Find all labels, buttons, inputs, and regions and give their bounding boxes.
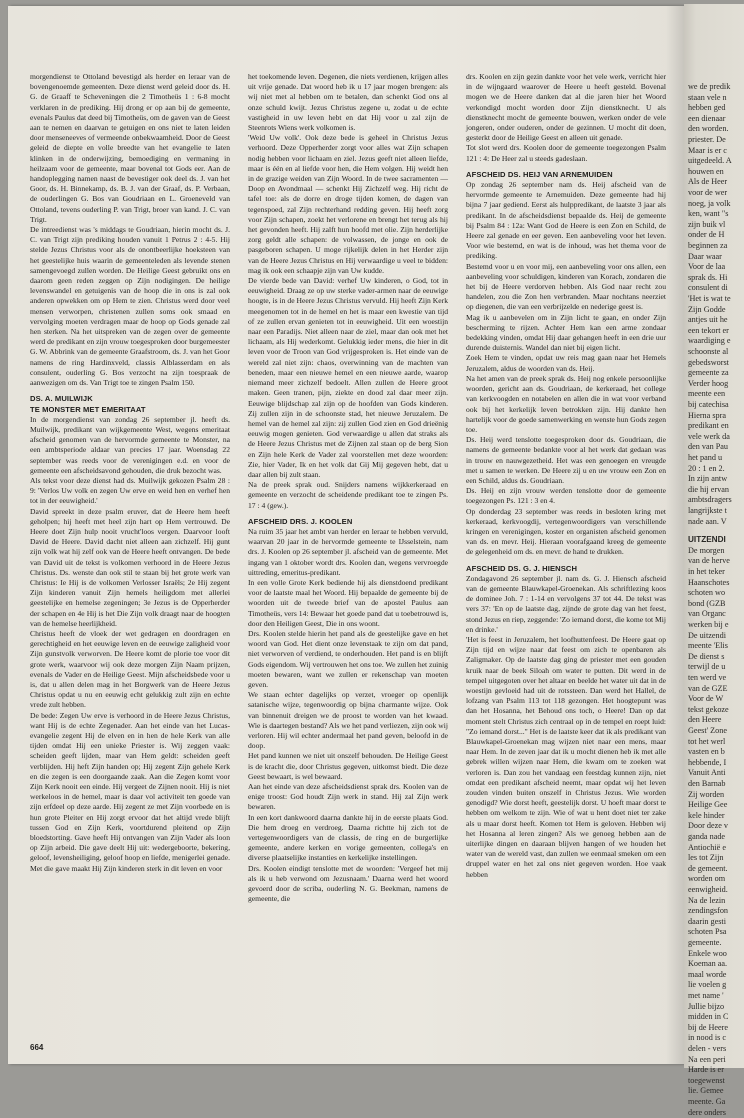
adjacent-page-line: 20 : 1 en 2. <box>688 463 725 473</box>
adjacent-page-line: werken bij e <box>688 620 729 629</box>
paragraph: In een kort dankwoord daarna dankte hij in de eerste plaats God. Die hem droeg en verdroeg. Daarna richtte hij zich tot de vertegenwoordigers van de classis, de ring en de burgerlijke gemeente, andere kerken en vorige gemeenten, collega's en diverse plaatselijke instanties en kerkelijke instellingen. <box>248 812 448 863</box>
adjacent-page-line: zendingsfon <box>688 906 729 916</box>
paragraph: Drs. Koolen eindigt tenslotte met de woorden: 'Vergeef het mij als ik u heb verwond om Jezusnaam.' Daarna werd het woord gevoerd door de scriba, ouderling N. G. Beekman, namens de gemeente, die <box>248 863 448 904</box>
adjacent-page-line: bij de Heere <box>688 1022 729 1032</box>
adjacent-page-line: maal worde <box>688 969 727 979</box>
section-heading-heij: AFSCHEID DS. HEIJ VAN ARNEMUIDEN <box>466 169 613 179</box>
adjacent-page-line: zijn buik vl <box>688 219 726 229</box>
adjacent-page-line: Zijn Godde <box>688 304 726 314</box>
adjacent-page-line: Geest' Zone <box>688 726 727 735</box>
adjacent-page-line: voor de wer <box>688 188 728 197</box>
adjacent-page-line: in het teker <box>688 567 725 576</box>
adjacent-page-line: meente een <box>688 389 726 399</box>
adjacent-page-line: hebben ged <box>688 103 726 113</box>
paragraph: De vierde bede van David: verhef Uw kinderen, o God, tot in eeuwigheid. Draag ze op uw sterke vader-armen naar de eeuwige hoogte, is in de Heere Jezus Christus vervuld. Hij heeft Zijn Kerk meegenomen tot in de hemel en het is maar een kwestie van tijd of ze zullen ervan genieten tot in eeuwigheid. Uit een woestijn naar een Paradijs. Niet alleen naar de ziel, maar dan ook met het lichaam, als Hij wederkomt. Gelukkig ieder mens, die hier in dit leven voor de Troon van God vrijgesproken is. Het einde van de wereld zal niet zijn: chaos, overwinning van de machten van beneden, maar een nieuwe hemel en een nieuwe aarde, waarop niemand meer zichzelf bedoelt. Allen zullen de Heere groot maken. Geen tranen, pijn, ziekte en dood zal daar meer zijn. Eeuwige blijdschap zal zijn op de hoofden van Gods kinderen. Zij zullen zijn in de schoonste stad, het nieuwe Jeruzalem. De hemel van de hemel zal zijn: zij zullen God zien en God drieënig eeuwig mogen genieten. God verwaardige u allen dat straks als de Heere Jezus Christus met de Zijnen zal staan op de berg Sion en Zijn hele Kerk de Vader zal voorstellen met deze woorden: Zie, hier Vader, Ik en het volk dat Gij Mij gegeven hebt, dat u daar allen bij zult staan. <box>248 276 448 479</box>
paragraph: Op zondag 26 september nam ds. Heij afscheid van de hervormde gemeente te Arnemuiden. Deze gemeente had hij bijna 7 jaar gediend. Eerst als hulppredikant, de laatste 3 jaar als predikant. In de afscheidsdienst bepaalde ds. Heij de gemeente bij Psalm 84 : 12a: Want God de Heere is een Zon en Schild, de Heere zal genade en eer geven. Een aanbeveling voor het leven. Voor wie bestemd, en wat is de inhoud, was het thema voor de prediking. <box>466 180 666 261</box>
adjacent-page-line: De dienst s <box>688 651 725 661</box>
section-heading-koolen: AFSCHEID DRS. J. KOOLEN <box>248 516 353 526</box>
paragraph: Zoek Hem te vinden, opdat uw reis mag gaan naar het Hemels Jeruzalem, aldus de woorden van ds. Heij. <box>466 353 666 373</box>
paragraph: 'Het is feest in Jeruzalem, het loofhuttenfeest. De Heere gaat op Zijn tijd en wijze naar dat feest om zich te openbaren als Zaligmaker. Op de laatste dag ging de priester met een gouden kruik naar de beek Siloah om water te putten. Dit werd in de tempel uitgegoten over het altaar en beelde het water uit dat in de woestijn gevloeid had uit de rotssteen. Dan werd het Hallel, de lofzang van Psalm 113 tot 118 gezongen. Het hoogtepunt was dan het Hosanna, het Behoud ons toch, o Heere! Dan op dat moment stelt Christus zich centraal op in de tempel en roept luid: "Zo iemand dorst..." Het is de laatste keer dat ik als predikant van Blauwkapel-Groenekan mag wijzen niet naar een mens, maar naar Hem. In de zeven jaar dat ik u mocht dienen heb ik met alle gebrek willen wijzen naar Hem, die kwam om te zoeken wat verloren is. Dan zou het vandaag een feestdag kunnen zijn, niet omdat een predikant afscheid neemt, maar opdat wij het leven zouden vinden buiten onszelf in Christus Jezus. Wie worden genodigd? Wie dorst heeft, geestelijk dorst. U hoeft maar dorst te hebben om welkom te zijn. Wie of wat u hent doet niet ter zake als u maar dorst heeft. Komen tot Hem is geloven. Hebben wij het Hosanna al leren zingen? Als we genoeg hebben aan de uiterlijke dingen en daaraan blijven hangen of we houden het water van de wereld vast, dan zullen we eenmaal smeken om een druppel water en het zal ons niet gegeven worden. Hoe vaak hebben <box>466 634 666 879</box>
adjacent-page-line: staan vele n <box>688 92 727 102</box>
adjacent-page-line: Na een peri <box>688 1054 726 1064</box>
paragraph: 'Weid Uw volk'. Ook deze bede is geheel in Christus Jezus verhoord. Deze Opperherder zorgt voor alles wat Zijn schapen nodig hebben voor lichaam en ziel. Jezus geeft niet alleen liefde, maar is één en al liefde voor hen, die Hem volgen. Hij weidt hen in de grazige weiden van Zijn Woord. In de twee sacramenten — Doop en Avondmaal — schenkt Hij Zichzelf weg. Hij richt de tafel toe: als de dorre en droge tijden komen, de dagen van tegenspoed, zal Zijn rechterhand redding geven. Hij heeft zorg voor Zijn schapen, zoekt het verlorene en brengt het terug als hij het gevonden heeft. Hij zalft hun hoofd met olie. Zijn herderlijke zorg geldt alle schapen: de volwassen, de jonge en ook de pasgeboren schapen. U moge rijkelijk delen in het Herder zijn van de Heere Jezus Christus en Hij verwaardige u veel te bidden: mag ik ook een schaapje zijn van Uw kudde. <box>248 133 448 275</box>
adjacent-page-line: Verder hoog <box>688 378 729 388</box>
adjacent-page-line: vele werk da <box>688 431 730 441</box>
adjacent-page-line: met name ' <box>688 991 724 1000</box>
adjacent-page-line: het pand u <box>688 453 723 462</box>
adjacent-page-line: Jullie bijzo <box>688 1001 725 1011</box>
paragraph: In een volle Grote Kerk bediende hij als dienstdoend predikant voor de laatste maal het Woord. Hij bepaalde de gemeente bij de woorden uit de tweede brief van de apostel Paulus aan Timotheüs, vers 14: Bewaar het goede pand dat u toebetrouwd is, door den Heiligen Geest, Die in ons woont. <box>248 577 448 628</box>
paragraph: Tot slot werd drs. Koolen door de gemeente toegezongen Psalm 121 : 4: De Heer zal u steeds gadeslaan. <box>466 143 666 163</box>
adjacent-page-line: we de predik <box>688 82 731 91</box>
paragraph: De intreedienst was 's middags te Goudriaan, hierin mocht ds. J. C. van Trigt zijn prediking houden vanuit 1 Petrus 2 : 4-5. Hij stelde Jezus Christus voor als de onontbeerlijke hoeksteen van het geestelijke huis waarin de gemeenteleden als levende stenen samengevoegd zullen worden. De Heilige Geest gebruikt ons en daarom geen reden zeggen op Zijn nodigingen. De heilige levenswandel en getuigenis van de hoop die in ons is zal ook anderen opwekken om op Hem te zien. Christus werd door veel mensen verworpen, christenen zullen soms ook smaad en vervolging moeten verdragen maar de hoop op Gods genade zal hen sterken. Na het uitspreken van de zegen over de gemeente werd de predikant en zijn vrouw toegesproken door burgemeester G. W. Abbrink van de gemeente Graafstroom, ds. J. van het Goor namens de ring Hardinxveld, classis Alblasserdam en als consulent, ouderling G. Bos verzocht na zijn toespraak de aanwezigen om ds. Van Trigt toe te zingen Psalm 150. <box>30 225 230 388</box>
paragraph: In de morgendienst van zondag 26 september jl. heeft ds. Muilwijk, predikant van wijkgemeente West, wegens emeritaat afscheid genomen van de hervormde gemeente te Monster, na een ambtsperiode aldaar van precies 17 jaar. Woensdag 22 september was reeds voor de verenigingen e.d. en voor de gemeente een afscheidsavond gehouden, die druk bezocht was. <box>30 414 230 475</box>
paragraph: We staan echter dagelijks op verzet, vroeger op openlijk satanische wijze, tegenwoordig op bijna charmante wijze. Ook van binnenuit dreigen we de proost te worden van het kwaad. Wie is daartegen bestand? Als we het pand verliezen, zijn ook wij verloren. Hij wil echter andermaal het pand geven, beloofd in de doop. <box>248 690 448 751</box>
adjacent-page-line: Voor de laa <box>688 262 726 272</box>
adjacent-page-line: Maar is er c <box>688 145 727 155</box>
paragraph: De bede: Zegen Uw erve is verhoord in de Heere Jezus Christus, want Hij is de echte Zegenader. Aan het einde van het Lucas-evangelie zegent Hij de elven en in hen de hele Kerk van alle tijden omdat Hij een unieke Priester is. Wij zeggen vaak: scheiden geeft lijden, maar van Hem geldt: scheiden geeft verblijden. Hij heft Zijn handen op; Hij zegent Zijn gehele Kerk en die zegen is een doorgaande zaak. Aan die Zegen komt voor Zijn Kerk nooit een einde. Hij vergeet de Zijnen nooit. Hij is niet werkeloos in de hemel, maar is daar vol activiteit ten goede van zijn erfdeel op deze aarde. Hij zegent ze met Zijn voorbede en is hun grote Pleiter en Hij zorgt ervoor dat het altijd vrede blijft tussen God en Zijn Kerk, voortdurend pleitend op Zijn bloedstorting. Gave heeft Hij ontvangen van Zijn Vader als loon op Zijn arbeid. Die gave deelt Hij uit: wedergeboorte, bekering, geloof, levensheiliging, geloof hoop en liefde, menigerlei genade. Met die gave maakt Hij Zijn kinderen sterk in dit leven en voor <box>30 710 230 873</box>
adjacent-page-line: Heilige Gee <box>688 800 728 810</box>
adjacent-page-line: langrijkste t <box>688 506 727 515</box>
adjacent-page-line: midden in C <box>688 1012 729 1022</box>
adjacent-page-line: van Organc <box>688 609 726 619</box>
adjacent-page-line: onder de H <box>688 230 725 240</box>
paragraph: drs. Koolen en zijn gezin dankte voor het vele werk, verricht hier in de wijngaard waarover de Heere u heeft gesteld. Bovenal mogen we de Heere danken dat al die jaren hier het Woord verkondigd mocht worden door Zijn dienstknecht. U als dienstknecht mocht de gemeente bouwen, werken onder de vele jongeren, onder ouderen, onder de gezinnen. U mocht dit doen, gesterkt door de Heilige Geest en alleen uit genade. <box>466 72 666 143</box>
adjacent-page-line: terwijl de u <box>688 662 726 672</box>
adjacent-page-line: antjes uit he <box>688 315 728 325</box>
paragraph: Op donderdag 23 september was reeds in besloten kring met kerkeraad, kerkvoogdij, vertegenwoordigers van verschillende kringen en verenigingen, koster en organisten afscheid genomen van ds. en mevr. Heij. Hieraan voorafgaand kreeg de gemeente de gelegenheid om ds. en mevr. de hand te drukken. <box>466 506 666 557</box>
adjacent-page-line: toegewenst <box>688 1075 725 1085</box>
adjacent-page-line: Vanuit Anti <box>688 768 726 778</box>
paragraph: Bestemd voor u en voor mij, een aanbeveling voor ons allen, een aanbeveling voor schuldigen, kinderen van Korach, zondaren die het bij de Heere verdorven hebben. Als God naar recht zou handelen, zou die Zon hen verbranden. Maar nochtans neerziet op diegenen, die van een verbrijzelde en nederige geest is. <box>466 261 666 312</box>
adjacent-page-line: Zij worden <box>688 789 725 799</box>
adjacent-page-line: den worden. <box>688 124 729 134</box>
adjacent-page-line: gemeente za <box>688 368 729 378</box>
paragraph: David spreekt in deze psalm eruver, dat de Heere hem heeft geholpen; hij heeft met heel zijn hart op Hem vertrouwd. De Heere doet Zijn hulp nooit vrucht'loos vergen. Daarvoor looft David de Heere. David dacht niet alleen aan zichzelf. Hij gunt zijn volk wat hij zelf ook van de Heere heeft ontvangen. De bede van David uit de tekst is volkomen verhoord in de Heere Jezus Christus. Ds. wenste dan ook stil te staan bij het grote werk van Christus: Ie Hij is de volkomen Verlosser Israëls; 2e Hij zegent Zijn kinderen vanuit Zijn hemels heiligdom met allerlei geestelijke en hemelse zegeningen; 3e Jezus is de Opperherder der schapen en 4e Hij is het Die Zijn volk draagt naar de hoogten van de hemelse heerlijkheid. <box>30 506 230 628</box>
adjacent-page-line: Antiochië e <box>688 842 726 852</box>
paragraph: Ds. Heij en zijn vrouw werden tenslotte door de gemeente toegezongen Ps. 121 : 3 en 4. <box>466 486 666 506</box>
paragraph: Na het amen van de preek sprak ds. Heij nog enkele persoonlijke woorden, gericht aan ds. Goudriaan, de kerkeraad, het college van kerkvoogden en notabelen en allen die in wat voor verband ook bij het kerkelijk leven betrokken zijn. Hij dankte hen hartelijk voor de goede samenwerking en wenste hun Gods zegen toe. <box>466 373 666 434</box>
page-number: 664 <box>30 1043 44 1052</box>
adjacent-page-line: Daar waar <box>688 251 722 261</box>
paragraph: Ds. Heij werd tenslotte toegesproken door ds. Goudriaan, die namens de gemeente bedankte voor al het werk dat gedaan was in trouw en nauwgezetheid. Het was een genoegen en vreugde met u samen te werken. De Heere zij u en uw vrouw een Zon en een Schild, aldus ds. Goudriaan. <box>466 435 666 485</box>
adjacent-page-line: ten werd ve <box>688 673 727 682</box>
adjacent-page-line: uitgedeeld. A <box>688 156 732 166</box>
paragraph: Christus heeft de vloek der wet gedragen en doordragen en gerechtigheid en het eeuwige leven en de eeuwige zaligheid voor Zijn gunstvolk verworven. De Heere komt de plorie toe voor dit grote werk, waarvoor wij ook deze morgen Zijn Naam prijzen, evenals de Vader en de Heilige Geest. Mijn afscheidsbede voor u is, dat u allen delen mag in het Borgwerk van de Heere Jezus Christus opdat u nu en eeuwig echt gelukkig zult zijn en echte vrede zult hebben. <box>30 628 230 710</box>
paragraph: Het pand kunnen we niet uit onszelf behouden. De Heilige Geest is de kracht die, door Christus gegeven, uitkomst biedt. Die deze Geest bewaart, is wel bewaard. <box>248 751 448 781</box>
adjacent-page-line: UITZENDI <box>688 535 726 545</box>
adjacent-page-line: een tekort er <box>688 325 729 335</box>
adjacent-page-line: In zijn antw <box>688 474 728 484</box>
adjacent-page-line: dere onders <box>688 1107 726 1117</box>
column-1 <box>30 72 230 1032</box>
adjacent-page-line: de gemeent. <box>688 863 728 873</box>
adjacent-page-line: Harde is er <box>688 1065 724 1075</box>
paragraph: het toekomende leven. Degenen, die niets verdienen, krijgen alles uit vrije genade. Dat woord heb ik u 17 jaar mogen brengen: als wij niet met al hebben om te betalen, dan schenkt God ons al onze schuld kwijt. Jezus Christus zegene u, zodat u de echte vastigheid in uw leven hebt en dat Hij voor u zal zijn de Steenrots Wiens werk volkomen is. <box>248 72 448 133</box>
adjacent-page-line: tot het werl <box>688 736 726 746</box>
adjacent-page-line: ken, want "s <box>688 209 729 219</box>
adjacent-page-line: eenwigheid. <box>688 885 728 894</box>
adjacent-page-line: delen - vers <box>688 1044 727 1053</box>
adjacent-page-line: 'Het is wat te <box>688 294 731 303</box>
adjacent-page-line: schoonste al <box>688 347 729 356</box>
paragraph: Aan het einde van deze afscheidsdienst sprak drs. Koolen van de enige troost: God houdt Zijn werk in stand. Hij zal Zijn werk bewaren. <box>248 782 448 812</box>
adjacent-page-line: Na de lezin <box>688 895 726 905</box>
paragraph: Na ruim 35 jaar het ambt van herder en leraar te hebben vervuld, waarvan 20 jaar in de hervormde gemeente te IJsselstein, nam drs. J. Koolen op 26 september jl. afscheid van de gemeente. Met ingang van 1 oktober wordt drs. Koolen dan, wegens vervroegde uittreding, emeritus-predikant. <box>248 526 448 577</box>
adjacent-page-line: Koeman aa. <box>688 959 728 969</box>
adjacent-page-line: noeg, ja volk <box>688 198 731 208</box>
adjacent-page-line: van de GZE <box>688 683 728 693</box>
adjacent-page-line: consulent di <box>688 283 728 293</box>
adjacent-page-line: De morgen <box>688 545 725 555</box>
adjacent-page-line: ambtsdragers <box>688 495 732 505</box>
adjacent-page-line: Haanschotes <box>688 577 730 587</box>
paragraph: morgendienst te Ottoland bevestigd als herder en leraar van de bovengenoemde gemeenten. Deze dienst werd geleid door ds. H. G. de Graaff te Scheveningen die 2 Timotheüs 1 : 6-8 mocht verklaren in de prediking. Hij drong er op aan bij de gemeente, evenals Paulus dat deed bij Timotheüs, om de gaven van de Geest aan te nemen en daarvan te getuigen en ons niet te laten leiden door menseneeves of vermeende onbekwaamheid. Door de Geest geleid de diepte en volle breedte van het evangelie te laten klinken in de onderwijzing, bemoediging en vermaning in heilzaam voor de gemeente, maar bovenal tot Gods eer. Aan de handoplegging namen naast de bevestiger ook deel ds. J. van het Goor, ds. H. Binnekamp, ds. B. J. van der Graaf, ds. P. Verbaan, de ouderlingen G. Bos van Goudriaan en L. Groeneveld van Ottoland, tevens ouderling P. van Trigt, broer van kand. J. C. van Trigt. <box>30 72 230 224</box>
adjacent-page-line: gemeente. <box>688 938 722 947</box>
adjacent-page-line: meente 'Elis <box>688 641 728 651</box>
paragraph: Als tekst voor deze dienst had ds. Muilwijk gekozen Psalm 28 : 9: 'Verlos Uw volk en zegen Uw erve en weid hen en verhef hen tot in der eeuwigheid.' <box>30 475 230 506</box>
adjacent-page-line: ganda nade <box>688 832 726 841</box>
adjacent-page-line: in nood is c <box>688 1033 726 1043</box>
paragraph: Na de preek sprak oud. Snijders namens wijkkerkeraad en gemeente en verzocht de scheidende predikant toe te zingen Ps. 17 : 4 (gew.). <box>248 480 448 510</box>
section-heading-muilwijk: DS. A. MUILWIJK TE MONSTER MET EMERITAAT <box>30 394 146 414</box>
adjacent-page-line: den Heere <box>688 715 722 725</box>
adjacent-page-line: lie voelen g <box>688 980 727 990</box>
adjacent-page-line: van de herve <box>688 556 730 566</box>
adjacent-page-line: bond (GZB <box>688 598 726 608</box>
adjacent-page-line: waardiging e <box>688 336 731 346</box>
adjacent-page-line: kele hinder <box>688 810 725 820</box>
adjacent-page-line: worden om <box>688 874 726 884</box>
paragraph: Zondagavond 26 september jl. nam ds. G. J. Hiensch afscheid van de gemeente Blauwkapel-Groenekan. Als schriftlezing koos de dominee Joh. 7 : 1-14 en vervolgens 37 tot 44. De tekst was vers 37: 'En op de laatste dag, zijnde de grote dag van het feest, stond Jezus en riep, zeggende: 'Zo iemand dorst, die kome tot Mij en drinke.' <box>466 573 666 634</box>
paragraph: Drs. Koolen stelde hierin het pand als de geestelijke gave en het woord van God. Het dient onze levenstaak te zijn om dat pand, niet verworven of verdiend, te onderhouden. Het pand is en blijft Gods eigendom. Wij vertrouwen het ons toe. We zullen het zuinig moeten bewaren, want we zullen er rekenschap van moeten geven. <box>248 628 448 689</box>
adjacent-page-line: bij catechisa <box>688 400 729 409</box>
adjacent-page-line: Enkele woo <box>688 948 727 958</box>
adjacent-page-line: Door deze v <box>688 821 729 831</box>
adjacent-page-line: een dienaar <box>688 113 726 123</box>
adjacent-page-line: beginnen za <box>688 241 728 250</box>
paragraph: Mag ik u aanbevelen om in Zijn licht te gaan, en onder Zijn bescherming te rijzen. Achter Hem kan een arme zondaar bedekking vinden, omdat Hij daar gehangen heeft in een drie uur durende duisternis. Wandel dan niet bij eigen licht. <box>466 312 666 353</box>
adjacent-page-line: sprak ds. Hi <box>688 272 728 282</box>
gutter-shadow <box>666 6 684 1064</box>
adjacent-page-line: tekst gekoze <box>688 704 729 714</box>
adjacent-page-edge <box>684 4 744 1117</box>
adjacent-page-line: priester. De <box>688 135 726 144</box>
column-3 <box>466 72 666 1032</box>
adjacent-page-line: meente. Ga <box>688 1097 726 1106</box>
adjacent-page-line: les tot Zijn <box>688 853 724 863</box>
adjacent-page-line: predikant en <box>688 421 729 431</box>
section-heading-hiensch: AFSCHEID DS. G. J. HIENSCH <box>466 563 578 573</box>
adjacent-page-line: den Barnab <box>688 779 726 788</box>
adjacent-page-line: houwen en <box>688 166 724 176</box>
adjacent-page-line: schoten Psa <box>688 927 727 937</box>
adjacent-page-line: gebedsworst <box>688 357 729 367</box>
adjacent-page-line: Voor de W <box>688 694 724 704</box>
adjacent-page-line: daarin gesti <box>688 916 726 926</box>
adjacent-page-line: die hij ervan <box>688 484 729 494</box>
adjacent-page-line: schoten wo <box>688 588 726 598</box>
adjacent-page-line: nade aan. V <box>688 516 727 526</box>
adjacent-page-line: De uitzendi <box>688 630 726 640</box>
adjacent-page-line: vasten en b <box>688 747 725 757</box>
adjacent-page-line: Hierna spra <box>688 410 726 420</box>
adjacent-page-line: den van Pau <box>688 442 729 452</box>
magazine-page <box>8 6 684 1064</box>
column-2 <box>248 72 448 1032</box>
adjacent-page-line: hebbende, I <box>688 757 727 767</box>
adjacent-page-line: lie. Gemee <box>688 1086 724 1096</box>
adjacent-page-line: Als de Heer <box>688 177 728 187</box>
